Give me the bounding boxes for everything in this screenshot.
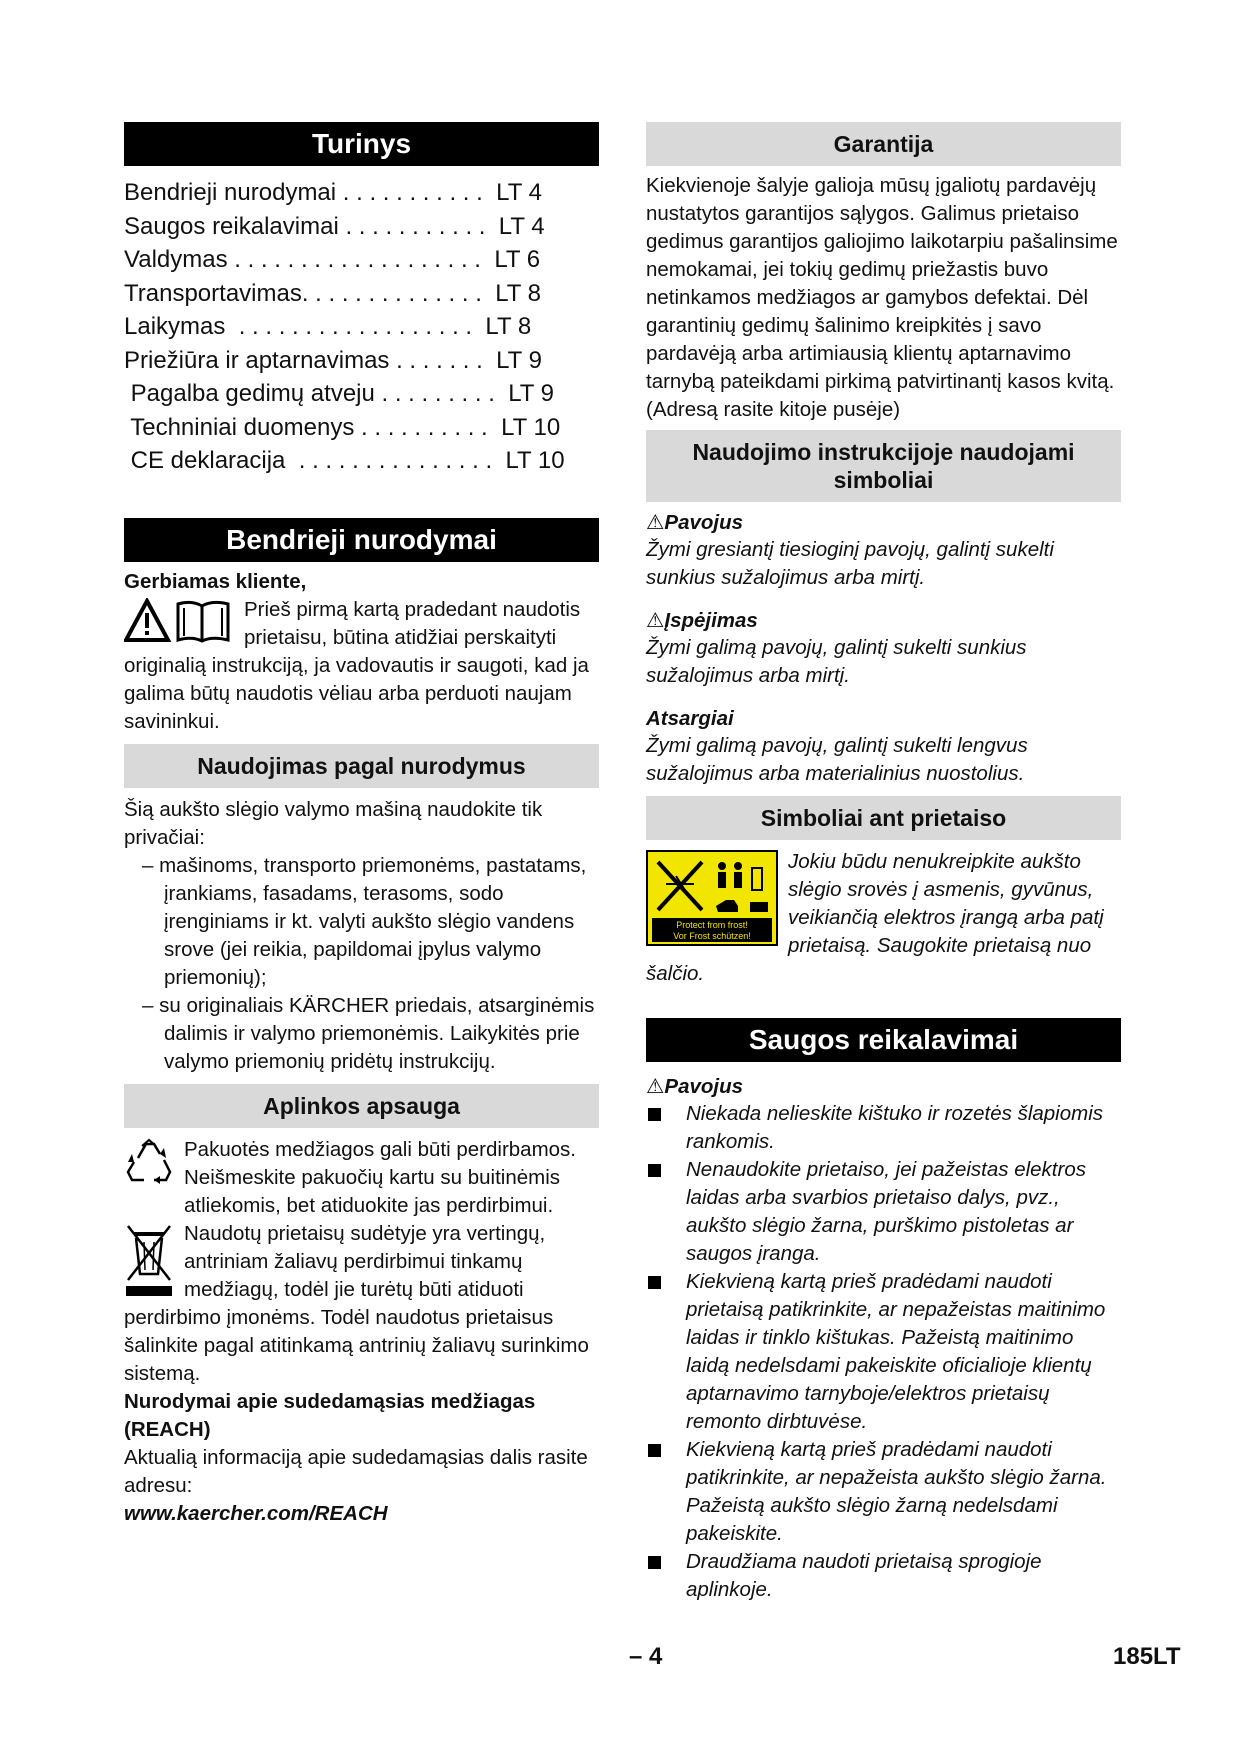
section-heading-warranty: Garantija <box>646 122 1121 166</box>
table-of-contents <box>124 176 599 478</box>
right-column <box>646 122 1121 1604</box>
warning-title: ⚠Įspėjimas <box>646 609 758 632</box>
list-item: Nenaudokite prietaiso, jei pažeistas elektros laidas arba svarbios prietaiso dalys, pvz., aukšto slėgio žarna, purškimo pistoletas ar saugos įranga. <box>646 1156 1121 1268</box>
reach-link[interactable]: www.kaercher.com/REACH <box>124 1501 388 1525</box>
toc-heading: Turinys <box>124 122 599 166</box>
device-warning-label-icon <box>646 850 778 951</box>
safety-danger-title: ⚠Pavojus <box>646 1075 744 1098</box>
section-heading-symbols: Naudojimo instrukcijoje naudojami simboliai <box>646 430 1121 502</box>
bullet-icon <box>648 1444 661 1457</box>
toc-entry[interactable]: Techniniai duomenys . . . . . . . . . . LT 10 <box>124 413 561 441</box>
danger-title: ⚠Pavojus <box>646 511 744 534</box>
reach-title: Nurodymai apie sudedamąsias medžiagas (REACH) <box>124 1389 536 1441</box>
section-heading-environment: Aplinkos apsauga <box>124 1084 599 1128</box>
bullet-icon <box>648 1556 661 1569</box>
danger-text: Žymi gresiantį tiesioginį pavojų, galintį sukelti sunkius sužalojimus arba mirtį. <box>646 538 1054 589</box>
usage-text: Šią aukšto slėgio valymo mašiną naudokite tik privačiai: <box>124 797 543 849</box>
greeting: Gerbiamas kliente, <box>124 569 307 593</box>
model-code: 185LT <box>1113 1643 1181 1670</box>
toc-entry[interactable]: Priežiūra ir aptarnavimas . . . . . . . LT 9 <box>124 346 542 374</box>
list-item: Kiekvieną kartą prieš pradėdami naudoti patikrinkite, ar nepažeista aukšto slėgio žarna. Pažeistą aukšto slėgio žarną nedelsdami pakeiskite. <box>646 1436 1121 1548</box>
toc-entry[interactable]: Transportavimas. . . . . . . . . . . . . . LT 8 <box>124 279 542 307</box>
list-item: Kiekvieną kartą prieš pradėdami naudoti prietaisą patikrinkite, ar nepažeistas maitinimo laidas ir tinklo kištukas. Pažeistą maitinimo laidą nedelsdami pakeiskite oficialioje klientų aptarnavimo tarnyboje/elektros prietaisų remonto dirbtuvėse. <box>646 1268 1121 1436</box>
section-heading-device-symbols: Simboliai ant prietaiso <box>646 796 1121 840</box>
warning-triangle-icon: ⚠ <box>646 609 665 632</box>
usage-item: – su originaliais KÄRCHER priedais, atsarginėmis dalimis ir valymo priemonėmis. Laikykitės prie valymo priemonių pridėtų instrukcijų. <box>142 993 595 1073</box>
warning-manual-icon <box>124 598 234 649</box>
toc-entry[interactable]: Pagalba gedimų atveju . . . . . . . . . LT 9 <box>124 380 555 407</box>
device-symbols-text: Jokiu būdu nenukreipkite aukšto slėgio srovės į asmenis, gyvūnus, veikiančią elektros įrangą arba patį prietaisą. Saugokite prietaisą nuo šalčio. <box>646 850 1104 985</box>
recycle-icon <box>124 1138 174 1193</box>
left-column <box>124 122 599 1528</box>
caution-text: Žymi galimą pavojų, galintį sukelti lengvus sužalojimus arba materialinius nuostolius. <box>646 734 1028 785</box>
reach-text: Aktualią informaciją apie sudedamąsias dalis rasite adresu: <box>124 1445 588 1497</box>
section-heading-safety: Saugos reikalavimai <box>646 1018 1121 1062</box>
list-item: Niekada nelieskite kištuko ir rozetės šlapiomis rankomis. <box>646 1100 1121 1156</box>
warning-triangle-icon: ⚠ <box>646 511 665 534</box>
label-line-1: Protect from frost! <box>676 920 748 930</box>
section-heading-general: Bendrieji nurodymai <box>124 518 599 562</box>
recycle-text: Pakuotės medžiagos gali būti perdirbamos. Neišmeskite pakuočių kartu su buitinėmis atliekomis, bet atiduokite jas perdirbimui. <box>184 1137 576 1217</box>
bullet-icon <box>648 1108 661 1121</box>
warning-triangle-icon: ⚠ <box>646 1075 665 1098</box>
warning-text: Žymi galimą pavojų, galintį sukelti sunkius sužalojimus arba mirtį. <box>646 636 1027 687</box>
general-intro: Prieš pirmą kartą pradedant naudotis prietaisu, būtina atidžiai perskaityti originalią instrukciją, ja vadovautis ir saugoti, kad ja galima būtų naudotis vėliau arba perduoti naujam savininkui. <box>124 597 589 733</box>
page-number: – 4 <box>629 1643 663 1670</box>
bullet-icon <box>648 1164 661 1177</box>
toc-entry[interactable]: Laikymas . . . . . . . . . . . . . . . . . . LT 8 <box>124 313 532 340</box>
toc-entry[interactable]: Bendrieji nurodymai . . . . . . . . . . . LT 4 <box>124 179 542 206</box>
label-line-2: Vor Frost schützen! <box>673 931 751 941</box>
weee-bin-icon <box>124 1222 174 1303</box>
toc-entry[interactable]: Saugos reikalavimai . . . . . . . . . . . LT 4 <box>124 212 545 240</box>
warranty-text: Kiekvienoje šalyje galioja mūsų įgaliotų pardavėjų nustatytos garantijos sąlygos. Galimus prietaiso gedimus garantijos galiojimo laikotarpiu pašalinsime nemokamai, jei tokių gedimų priežastis buvo netinkamos medžiagos ar gamybos defektai. Dėl garantinių gedimų šalinimo kreipkitės į savo pardavėją arba artimiausią klientų aptarnavimo tarnybą pateikdami pirkimą patvirtinantį kasos kvitą. <box>646 174 1118 393</box>
list-item: Draudžiama naudoti prietaisą sprogioje aplinkoje. <box>646 1548 1121 1604</box>
toc-entry[interactable]: Valdymas . . . . . . . . . . . . . . . . . . . LT 6 <box>124 246 541 273</box>
caution-title: Atsargiai <box>646 707 734 730</box>
toc-entry[interactable]: CE deklaracija . . . . . . . . . . . . . . . LT 10 <box>124 447 565 474</box>
section-heading-usage: Naudojimas pagal nurodymus <box>124 744 599 788</box>
usage-item: – mašinoms, transporto priemonėms, pastatams, įrankiams, fasadams, terasoms, sodo įrenginiams ir kt. valyti aukšto slėgio vandens srove (jei reikia, papildomai įpylus valymo priemonių); <box>142 853 587 989</box>
bullet-icon <box>648 1276 661 1289</box>
warranty-note: (Adresą rasite kitoje pusėje) <box>646 398 901 421</box>
weee-text: Naudotų prietaisų sudėtyje yra vertingų, antriniam žaliavų perdirbimui tinkamų medžiagų, todėl jie turėtų būti atiduoti perdirbimo įmonėms. Todėl naudotus prietaisus šalinkite pagal atitinkamą antrinių žaliavų surinkimo sistemą. <box>124 1221 589 1385</box>
